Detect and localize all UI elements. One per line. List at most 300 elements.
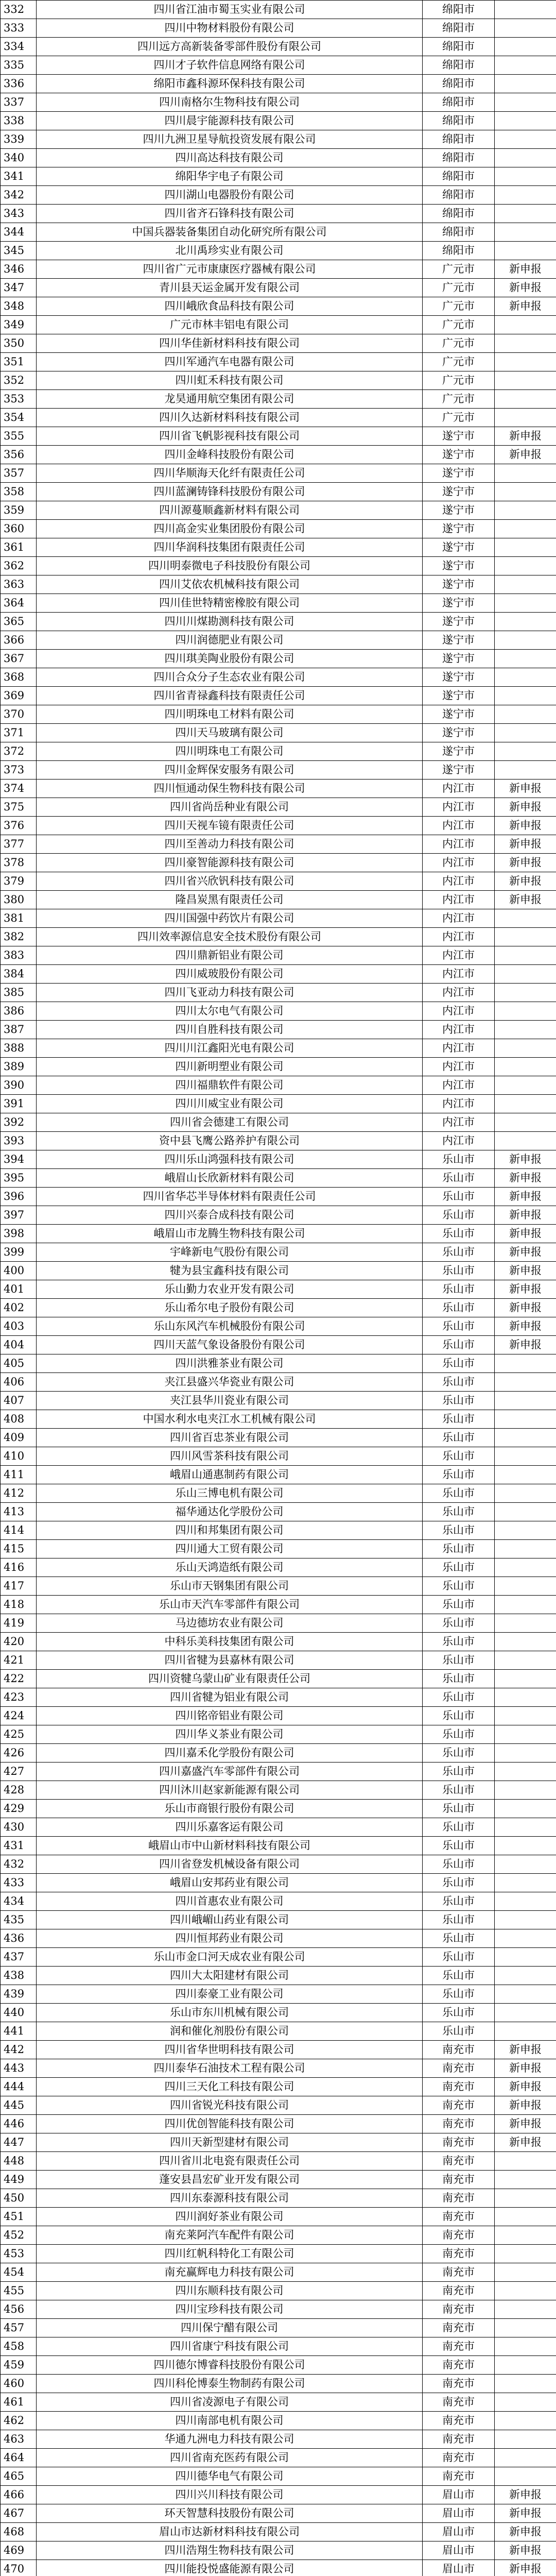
row-number: 358 — [1, 483, 37, 501]
note-cell — [495, 205, 556, 223]
row-number: 404 — [1, 1336, 37, 1354]
note-cell: 新申报 — [495, 872, 556, 891]
company-name: 四川省江油市蜀玉实业有限公司 — [37, 1, 423, 19]
table-row — [1, 1985, 556, 2004]
row-number: 354 — [1, 409, 37, 427]
city-name: 遂宁市 — [423, 650, 495, 668]
city-name: 乐山市 — [423, 1354, 495, 1373]
city-name: 乐山市 — [423, 1336, 495, 1354]
note-cell: 新申报 — [495, 817, 556, 835]
note-cell — [495, 1392, 556, 1410]
table-row — [1, 1466, 556, 1484]
company-name: 四川三天化工科技有限公司 — [37, 2078, 423, 2096]
city-name: 绵阳市 — [423, 56, 495, 75]
company-name: 四川飞亚动力科技有限公司 — [37, 984, 423, 1002]
note-cell — [495, 409, 556, 427]
row-number: 401 — [1, 1280, 37, 1299]
note-cell: 新申报 — [495, 891, 556, 909]
row-number: 422 — [1, 1670, 37, 1688]
company-name: 四川恒通动保生物科技有限公司 — [37, 779, 423, 798]
row-number: 421 — [1, 1651, 37, 1670]
note-cell — [495, 1058, 556, 1076]
table-row — [1, 2393, 556, 2412]
row-number: 463 — [1, 2430, 37, 2449]
city-name: 绵阳市 — [423, 38, 495, 56]
row-number: 452 — [1, 2226, 37, 2245]
company-name: 四川艾依农机械科技有限公司 — [37, 575, 423, 594]
table-row — [1, 1948, 556, 1967]
row-number: 443 — [1, 2059, 37, 2078]
table-row — [1, 112, 556, 130]
row-number: 352 — [1, 371, 37, 390]
city-name: 乐山市 — [423, 1206, 495, 1225]
table-row — [1, 909, 556, 928]
city-name: 遂宁市 — [423, 705, 495, 724]
table-row — [1, 167, 556, 186]
table-row — [1, 1354, 556, 1373]
company-name: 四川资犍乌蒙山矿业有限责任公司 — [37, 1670, 423, 1688]
note-cell — [495, 928, 556, 946]
company-name: 乐山勤力农业开发有限公司 — [37, 1280, 423, 1299]
table-row — [1, 984, 556, 1002]
company-name: 四川恒邦药业有限公司 — [37, 1929, 423, 1948]
row-number: 382 — [1, 928, 37, 946]
row-number: 332 — [1, 1, 37, 19]
city-name: 南充市 — [423, 2059, 495, 2078]
table-row — [1, 1188, 556, 1206]
note-cell — [495, 1929, 556, 1948]
note-cell — [495, 223, 556, 242]
city-name: 乐山市 — [423, 1818, 495, 1837]
company-name: 四川德华电气有限公司 — [37, 2467, 423, 2486]
row-number: 413 — [1, 1503, 37, 1521]
table-row — [1, 1429, 556, 1447]
table-row — [1, 2560, 556, 2576]
city-name: 广元市 — [423, 334, 495, 353]
note-cell — [495, 316, 556, 334]
row-number: 424 — [1, 1707, 37, 1725]
row-number: 334 — [1, 38, 37, 56]
company-name: 四川自胜科技有限公司 — [37, 1021, 423, 1039]
note-cell: 新申报 — [495, 1243, 556, 1262]
note-cell — [495, 1558, 556, 1577]
row-number: 333 — [1, 19, 37, 38]
city-name: 乐山市 — [423, 1484, 495, 1503]
row-number: 346 — [1, 260, 37, 279]
table-row — [1, 1540, 556, 1558]
table-row — [1, 1299, 556, 1317]
table-row — [1, 557, 556, 575]
city-name: 南充市 — [423, 2133, 495, 2152]
city-name: 广元市 — [423, 297, 495, 316]
table-row — [1, 891, 556, 909]
table-row — [1, 75, 556, 93]
company-name: 四川国强中药饮片有限公司 — [37, 909, 423, 928]
note-cell — [495, 1002, 556, 1021]
note-cell — [495, 1503, 556, 1521]
note-cell — [495, 1800, 556, 1818]
city-name: 内江市 — [423, 891, 495, 909]
city-name: 乐山市 — [423, 1967, 495, 1985]
row-number: 387 — [1, 1021, 37, 1039]
table-row — [1, 1911, 556, 1929]
note-cell: 新申报 — [495, 2560, 556, 2576]
row-number: 379 — [1, 872, 37, 891]
note-cell — [495, 38, 556, 56]
company-name: 四川兴川科技有限公司 — [37, 2486, 423, 2504]
table-row — [1, 2486, 556, 2504]
company-name: 四川合众分子生态农业有限公司 — [37, 668, 423, 687]
city-name: 遂宁市 — [423, 742, 495, 761]
row-number: 439 — [1, 1985, 37, 2004]
note-cell: 新申报 — [495, 446, 556, 464]
city-name: 遂宁市 — [423, 761, 495, 779]
city-name: 乐山市 — [423, 1725, 495, 1744]
table-row — [1, 242, 556, 260]
row-number: 359 — [1, 501, 37, 520]
row-number: 461 — [1, 2393, 37, 2412]
note-cell — [495, 1521, 556, 1540]
note-cell — [495, 1113, 556, 1132]
city-name: 内江市 — [423, 854, 495, 872]
city-name: 眉山市 — [423, 2523, 495, 2541]
note-cell — [495, 2152, 556, 2171]
table-row — [1, 205, 556, 223]
company-name: 四川明珠电工有限公司 — [37, 742, 423, 761]
row-number: 365 — [1, 613, 37, 631]
table-row — [1, 1670, 556, 1688]
table-row — [1, 1, 556, 19]
row-number: 405 — [1, 1354, 37, 1373]
note-cell: 新申报 — [495, 2078, 556, 2096]
row-number: 408 — [1, 1410, 37, 1429]
row-number: 355 — [1, 427, 37, 446]
city-name: 南充市 — [423, 2115, 495, 2133]
table-row — [1, 2189, 556, 2208]
row-number: 464 — [1, 2449, 37, 2467]
city-name: 南充市 — [423, 2375, 495, 2393]
company-name: 四川川煤勘测科技有限公司 — [37, 613, 423, 631]
city-name: 遂宁市 — [423, 501, 495, 520]
note-cell — [495, 650, 556, 668]
table-row — [1, 779, 556, 798]
row-number: 410 — [1, 1447, 37, 1466]
company-name: 四川省青禄鑫科技有限责任公司 — [37, 687, 423, 705]
company-name: 蓬安县昌宏矿业开发有限公司 — [37, 2171, 423, 2189]
company-name: 四川嘉禾化学股份有限公司 — [37, 1744, 423, 1762]
company-name: 广元市林丰铝电有限公司 — [37, 316, 423, 334]
company-name: 四川泰豪工业有限公司 — [37, 1985, 423, 2004]
row-number: 344 — [1, 223, 37, 242]
company-name: 乐山市天汽车零部件有限公司 — [37, 1596, 423, 1614]
row-number: 470 — [1, 2560, 37, 2576]
company-name: 四川省华芯半导体材料有限责任公司 — [37, 1188, 423, 1206]
city-name: 乐山市 — [423, 1169, 495, 1188]
table-row — [1, 1855, 556, 1874]
row-number: 375 — [1, 798, 37, 817]
note-cell — [495, 1354, 556, 1373]
row-number: 341 — [1, 167, 37, 186]
row-number: 351 — [1, 353, 37, 371]
table-row — [1, 575, 556, 594]
row-number: 397 — [1, 1206, 37, 1225]
company-name: 四川宝珍科技有限公司 — [37, 2300, 423, 2319]
city-name: 内江市 — [423, 1113, 495, 1132]
city-name: 遂宁市 — [423, 464, 495, 483]
note-cell — [495, 1762, 556, 1781]
city-name: 乐山市 — [423, 2022, 495, 2041]
note-cell — [495, 2189, 556, 2208]
table-row — [1, 946, 556, 965]
city-name: 广元市 — [423, 260, 495, 279]
row-number: 388 — [1, 1039, 37, 1058]
note-cell — [495, 1596, 556, 1614]
table-row — [1, 1633, 556, 1651]
row-number: 458 — [1, 2337, 37, 2356]
company-name: 四川高金实业集团股份有限公司 — [37, 520, 423, 538]
table-row — [1, 2152, 556, 2171]
row-number: 407 — [1, 1392, 37, 1410]
company-name: 四川九洲卫星导航投资发展有限公司 — [37, 130, 423, 149]
note-cell — [495, 75, 556, 93]
table-row — [1, 334, 556, 353]
row-number: 415 — [1, 1540, 37, 1558]
row-number: 411 — [1, 1466, 37, 1484]
note-cell — [495, 1076, 556, 1095]
note-cell — [495, 1670, 556, 1688]
city-name: 广元市 — [423, 371, 495, 390]
table-row — [1, 1447, 556, 1466]
table-row — [1, 390, 556, 409]
city-name: 乐山市 — [423, 1633, 495, 1651]
note-cell — [495, 390, 556, 409]
note-cell: 新申报 — [495, 260, 556, 279]
note-cell — [495, 1874, 556, 1892]
company-name: 隆昌炭黑有限责任公司 — [37, 891, 423, 909]
table-row — [1, 427, 556, 446]
table-row — [1, 1892, 556, 1911]
city-name: 乐山市 — [423, 1540, 495, 1558]
city-name: 遂宁市 — [423, 575, 495, 594]
row-number: 371 — [1, 724, 37, 742]
city-name: 南充市 — [423, 2412, 495, 2430]
company-name: 福华通达化学股份公司 — [37, 1503, 423, 1521]
company-name: 四川晨宇能源科技有限公司 — [37, 112, 423, 130]
table-row — [1, 1150, 556, 1169]
note-cell — [495, 2467, 556, 2486]
table-row — [1, 928, 556, 946]
table-row — [1, 2467, 556, 2486]
row-number: 445 — [1, 2096, 37, 2115]
note-cell: 新申报 — [495, 1299, 556, 1317]
company-name: 宇峰新电气股份有限公司 — [37, 1243, 423, 1262]
note-cell: 新申报 — [495, 2096, 556, 2115]
row-number: 406 — [1, 1373, 37, 1392]
company-name: 四川川江鑫阳光电有限公司 — [37, 1039, 423, 1058]
row-number: 460 — [1, 2375, 37, 2393]
note-cell — [495, 1, 556, 19]
row-number: 335 — [1, 56, 37, 75]
table-row — [1, 724, 556, 742]
table-row — [1, 1781, 556, 1800]
row-number: 370 — [1, 705, 37, 724]
company-name: 四川省锐光科技有限公司 — [37, 2096, 423, 2115]
row-number: 425 — [1, 1725, 37, 1744]
company-name: 四川省康宁科技有限公司 — [37, 2337, 423, 2356]
table-row — [1, 297, 556, 316]
company-name: 四川大太阳建材有限公司 — [37, 1967, 423, 1985]
row-number: 366 — [1, 631, 37, 650]
table-row — [1, 761, 556, 779]
city-name: 绵阳市 — [423, 223, 495, 242]
note-cell — [495, 1466, 556, 1484]
row-number: 336 — [1, 75, 37, 93]
row-number: 438 — [1, 1967, 37, 1985]
row-number: 467 — [1, 2504, 37, 2523]
city-name: 广元市 — [423, 316, 495, 334]
city-name: 内江市 — [423, 1058, 495, 1076]
city-name: 乐山市 — [423, 1744, 495, 1762]
table-row — [1, 2523, 556, 2541]
company-name: 四川湖山电器股份有限公司 — [37, 186, 423, 205]
company-name: 四川虹禾科技有限公司 — [37, 371, 423, 390]
company-name: 四川风雪茶科技有限公司 — [37, 1447, 423, 1466]
row-number: 398 — [1, 1225, 37, 1243]
row-number: 414 — [1, 1521, 37, 1540]
company-name: 四川威玻股份有限公司 — [37, 965, 423, 984]
table-row — [1, 2171, 556, 2189]
table-row — [1, 594, 556, 613]
city-name: 南充市 — [423, 2430, 495, 2449]
note-cell: 新申报 — [495, 1188, 556, 1206]
row-number: 393 — [1, 1132, 37, 1150]
note-cell — [495, 687, 556, 705]
note-cell: 新申报 — [495, 1206, 556, 1225]
city-name: 乐山市 — [423, 1762, 495, 1781]
row-number: 374 — [1, 779, 37, 798]
city-name: 遂宁市 — [423, 446, 495, 464]
table-row — [1, 1596, 556, 1614]
note-cell — [495, 56, 556, 75]
table-row — [1, 965, 556, 984]
row-number: 363 — [1, 575, 37, 594]
row-number: 437 — [1, 1948, 37, 1967]
table-row — [1, 538, 556, 557]
table-row — [1, 2115, 556, 2133]
company-name: 润和催化剂股份有限公司 — [37, 2022, 423, 2041]
note-cell — [495, 483, 556, 501]
company-name: 四川军通汽车电器有限公司 — [37, 353, 423, 371]
row-number: 444 — [1, 2078, 37, 2096]
city-name: 南充市 — [423, 2449, 495, 2467]
city-name: 乐山市 — [423, 1466, 495, 1484]
note-cell — [495, 984, 556, 1002]
company-name: 四川省兴欣钒科技有限公司 — [37, 872, 423, 891]
row-number: 459 — [1, 2356, 37, 2375]
row-number: 376 — [1, 817, 37, 835]
table-row — [1, 2263, 556, 2282]
city-name: 南充市 — [423, 2208, 495, 2226]
note-cell — [495, 631, 556, 650]
table-row — [1, 2282, 556, 2300]
city-name: 内江市 — [423, 928, 495, 946]
row-number: 442 — [1, 2041, 37, 2059]
company-name: 四川省犍为铝业有限公司 — [37, 1688, 423, 1707]
company-name: 四川南部电机有限公司 — [37, 2412, 423, 2430]
city-name: 内江市 — [423, 909, 495, 928]
table-row — [1, 1967, 556, 1985]
note-cell — [495, 575, 556, 594]
company-name: 四川省会德建工有限公司 — [37, 1113, 423, 1132]
company-name: 四川明泰微电子科技股份有限公司 — [37, 557, 423, 575]
note-cell — [495, 742, 556, 761]
row-number: 368 — [1, 668, 37, 687]
row-number: 337 — [1, 93, 37, 112]
row-number: 364 — [1, 594, 37, 613]
company-name: 乐山市天钢集团有限公司 — [37, 1577, 423, 1596]
table-row — [1, 1762, 556, 1781]
company-name: 乐山市东川机械有限公司 — [37, 2004, 423, 2022]
row-number: 384 — [1, 965, 37, 984]
note-cell — [495, 1744, 556, 1762]
table-row — [1, 2504, 556, 2523]
city-name: 绵阳市 — [423, 75, 495, 93]
row-number: 361 — [1, 538, 37, 557]
company-name: 四川高达科技有限公司 — [37, 149, 423, 167]
note-cell — [495, 946, 556, 965]
row-number: 367 — [1, 650, 37, 668]
table-row — [1, 2319, 556, 2337]
table-row — [1, 2245, 556, 2263]
row-number: 457 — [1, 2319, 37, 2337]
table-row — [1, 483, 556, 501]
company-name: 四川豪智能源科技有限公司 — [37, 854, 423, 872]
company-name: 峨眉山长欣新材料有限公司 — [37, 1169, 423, 1188]
company-name: 四川远方高新装备零部件股份有限公司 — [37, 38, 423, 56]
city-name: 南充市 — [423, 2467, 495, 2486]
city-name: 绵阳市 — [423, 149, 495, 167]
note-cell — [495, 2393, 556, 2412]
note-cell: 新申报 — [495, 1262, 556, 1280]
company-name: 四川保宁醋有限公司 — [37, 2319, 423, 2337]
city-name: 乐山市 — [423, 1577, 495, 1596]
row-number: 378 — [1, 854, 37, 872]
table-row — [1, 1132, 556, 1150]
row-number: 426 — [1, 1744, 37, 1762]
company-name: 四川金辉保安服务有限公司 — [37, 761, 423, 779]
note-cell: 新申报 — [495, 1169, 556, 1188]
company-name: 四川科伦博泰生物制药有限公司 — [37, 2375, 423, 2393]
note-cell: 新申报 — [495, 854, 556, 872]
table-row — [1, 2356, 556, 2375]
note-cell — [495, 1373, 556, 1392]
table-row — [1, 1039, 556, 1058]
row-number: 357 — [1, 464, 37, 483]
company-name: 环天智慧科技股份有限公司 — [37, 2504, 423, 2523]
city-name: 南充市 — [423, 2263, 495, 2282]
city-name: 广元市 — [423, 279, 495, 297]
row-number: 435 — [1, 1911, 37, 1929]
company-name: 四川乐山鸿强科技有限公司 — [37, 1150, 423, 1169]
table-row — [1, 1874, 556, 1892]
company-name: 四川沐川赵家新能源有限公司 — [37, 1781, 423, 1800]
note-cell — [495, 557, 556, 575]
note-cell: 新申报 — [495, 297, 556, 316]
note-cell: 新申报 — [495, 2115, 556, 2133]
note-cell — [495, 1725, 556, 1744]
city-name: 内江市 — [423, 835, 495, 854]
company-name: 四川省广元市康康医疗器械有限公司 — [37, 260, 423, 279]
